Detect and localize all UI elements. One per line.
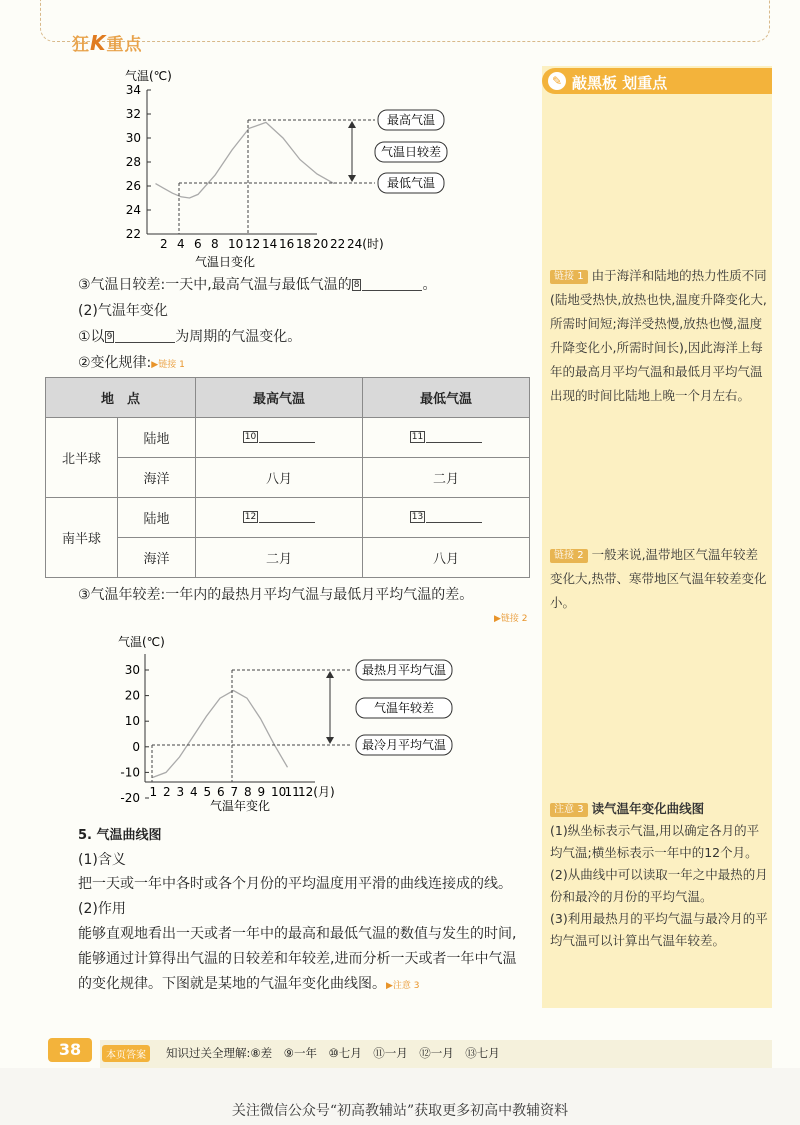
daily-range-line: ③气温日较差:一天中,最高气温与最低气温的 8 。 bbox=[78, 277, 437, 293]
note-tag: 链接 1 bbox=[550, 270, 588, 284]
chart2-xtick: 12(月) bbox=[298, 785, 335, 799]
chart2-label-max: 最热月平均气温 bbox=[361, 663, 447, 677]
chart1-ytick: 26 bbox=[125, 179, 141, 193]
daily-temperature-chart bbox=[95, 62, 495, 272]
section5-s2-text: 能够直观地看出一天或者一年中的最高和最低气温的数值与发生的时间,能够通过计算得出气温的日较差和年较差,进而分析一天或者一年中气温的变化规律。下图就是某地的气温年变化曲线图。▶注意 3 bbox=[78, 926, 517, 992]
link-ref-1[interactable]: ▶链接 1 bbox=[151, 360, 185, 370]
chart1-xtick: 22 bbox=[330, 237, 346, 251]
chart2-ytick: 10 bbox=[124, 714, 140, 729]
chart2-curve bbox=[153, 691, 288, 778]
chart2-ytick: -20 bbox=[120, 791, 140, 805]
chart1-ytick: 30 bbox=[125, 131, 141, 145]
annual-cycle-line: ①以 9 为周期的气温变化。 bbox=[78, 329, 302, 345]
table-row: 海洋 二月 八月 bbox=[46, 538, 530, 578]
watermark-text: 关注微信公众号“初高教辅站”获取更多初高中教辅资料 bbox=[231, 1103, 569, 1119]
section5-s1: (1)含义 bbox=[78, 852, 126, 868]
chart1-caption: 气温日变化 bbox=[194, 255, 256, 269]
table-row: 海洋 八月 二月 bbox=[46, 458, 530, 498]
table-header-row: 地 点 最高气温 最低气温 bbox=[46, 378, 530, 418]
section5-s1-text: 把一天或一年中各时或各个月份的平均温度用平滑的曲线连接成的线。 bbox=[78, 876, 512, 892]
page-number: 38 bbox=[48, 1038, 92, 1062]
chart2-ytick: 30 bbox=[124, 663, 140, 677]
chart1-xtick: 20 bbox=[313, 237, 329, 251]
link-ref-3[interactable]: ▶注意 3 bbox=[386, 981, 420, 991]
chart1-ytick: 22 bbox=[125, 227, 141, 241]
chart2-xtick: 10 bbox=[271, 785, 287, 799]
answer-text: 知识过关全理解:⑧差 ⑨一年 ⑩七月 ⑪一月 ⑫一月 ⑬七月 bbox=[166, 1046, 500, 1060]
sidebar-note-3: 注意 3 读气温年变化曲线图 (1)纵坐标表示气温,用以确定各月的平均气温;横坐标表示一年中的12个月。 (2)从曲线中可以读取一年之中最热的月份和最冷的月份的平均气温。 (3)利用最热月的平均气温与最冷月的平均气温可以计算出气温年较差。 bbox=[550, 801, 768, 948]
chart1-xtick: 16 bbox=[279, 237, 295, 251]
chart1-xtick: 10 bbox=[228, 237, 244, 251]
chart2-xtick: 11 bbox=[284, 785, 300, 799]
sidebar-note-1: 链接 1 由于海洋和陆地的热力性质不同(陆地受热快,放热也快,温度升降变化大,所需时间短;海洋受热慢,放热也慢,温度升降变化小,所需时间长),因此海洋上每年的最高月平均气温和最低月平均气温出现的时间比陆地上晚一个月左右。 bbox=[550, 268, 767, 403]
pattern-line: ②变化规律:▶链接 1 bbox=[78, 355, 185, 371]
chart1-ytick: 24 bbox=[125, 203, 141, 217]
header-border bbox=[40, 0, 770, 42]
section5-title: 5. 气温曲线图 bbox=[78, 828, 162, 843]
chart1-xticks bbox=[160, 236, 384, 251]
chart2-label-range: 气温年较差 bbox=[373, 701, 435, 715]
chart1-curve bbox=[156, 122, 335, 198]
chart1-xtick: 18 bbox=[296, 237, 312, 251]
chart1-label-max: 最高气温 bbox=[386, 113, 436, 127]
chart2-caption: 气温年变化 bbox=[209, 799, 271, 813]
chart2-xtick: 4 bbox=[190, 785, 198, 799]
chart2-xtick: 5 bbox=[203, 785, 212, 799]
chart1-ytick: 28 bbox=[125, 155, 141, 169]
chart1-label-range: 气温日较差 bbox=[380, 145, 442, 159]
arrow-down-icon bbox=[348, 175, 356, 182]
chart1-xtick: 2 bbox=[160, 237, 168, 251]
chart2-ytick: 20 bbox=[124, 688, 140, 703]
temperature-table bbox=[45, 377, 530, 578]
chart2-xtick: 9 bbox=[257, 785, 266, 799]
chart1-xtick: 8 bbox=[211, 237, 219, 251]
chart1-label-min: 最低气温 bbox=[386, 176, 436, 190]
chart1-ytick: 34 bbox=[125, 83, 141, 97]
chart2-ylabel: 气温(℃) bbox=[118, 635, 165, 649]
annual-range-line: ③气温年较差:一年内的最热月平均气温与最低月平均气温的差。 bbox=[78, 587, 474, 603]
arrow-up-icon bbox=[348, 121, 356, 128]
answer-tag: 本页答案 bbox=[102, 1045, 150, 1062]
chart1-ytick: 32 bbox=[125, 107, 141, 121]
chart2-xtick: 6 bbox=[217, 785, 225, 799]
table-row: 南半球 陆地 12 13 bbox=[46, 498, 530, 538]
chart1-xtick: 14 bbox=[262, 237, 278, 251]
brand-logo: 狂K重点 bbox=[72, 31, 143, 55]
chart2-ytick: -10 bbox=[120, 765, 140, 780]
chart1-xtick: 6 bbox=[194, 237, 202, 251]
chart2-xtick: 8 bbox=[244, 785, 252, 799]
chart1-ylabel: 气温(℃) bbox=[125, 69, 172, 83]
annual-temperature-chart bbox=[100, 630, 480, 815]
chart2-xticks bbox=[150, 785, 335, 799]
note-tag: 链接 2 bbox=[550, 549, 588, 563]
chart2-xtick: 1 bbox=[149, 785, 158, 799]
section5-s2: (2)作用 bbox=[78, 901, 126, 917]
chart1-xtick: 4 bbox=[177, 237, 185, 251]
annual-change-heading: (2)气温年变化 bbox=[78, 303, 168, 319]
sidebar-title: 敲黑板 划重点 bbox=[572, 74, 668, 92]
note-tag: 注意 3 bbox=[550, 803, 588, 817]
chart2-xtick: 3 bbox=[176, 785, 185, 799]
chart1-xtick: 24(时) bbox=[347, 237, 384, 251]
table-row: 北半球 陆地 10 11 bbox=[46, 418, 530, 458]
chart2-ytick: 0 bbox=[132, 739, 140, 754]
link-ref-2[interactable]: ▶链接 2 bbox=[494, 614, 528, 624]
chart2-xtick: 2 bbox=[163, 785, 171, 799]
lightbulb-icon: ✎ bbox=[548, 72, 566, 90]
sidebar-note-2: 链接 2 一般来说,温带地区气温年较差变化大,热带、寒带地区气温年较差变化小。 bbox=[550, 547, 767, 610]
chart2-label-min: 最冷月平均气温 bbox=[361, 738, 447, 752]
chart1-xtick: 12 bbox=[245, 237, 261, 251]
arrow-up-icon bbox=[326, 671, 334, 678]
arrow-down-icon bbox=[326, 737, 334, 744]
chart2-xtick: 7 bbox=[230, 785, 239, 799]
